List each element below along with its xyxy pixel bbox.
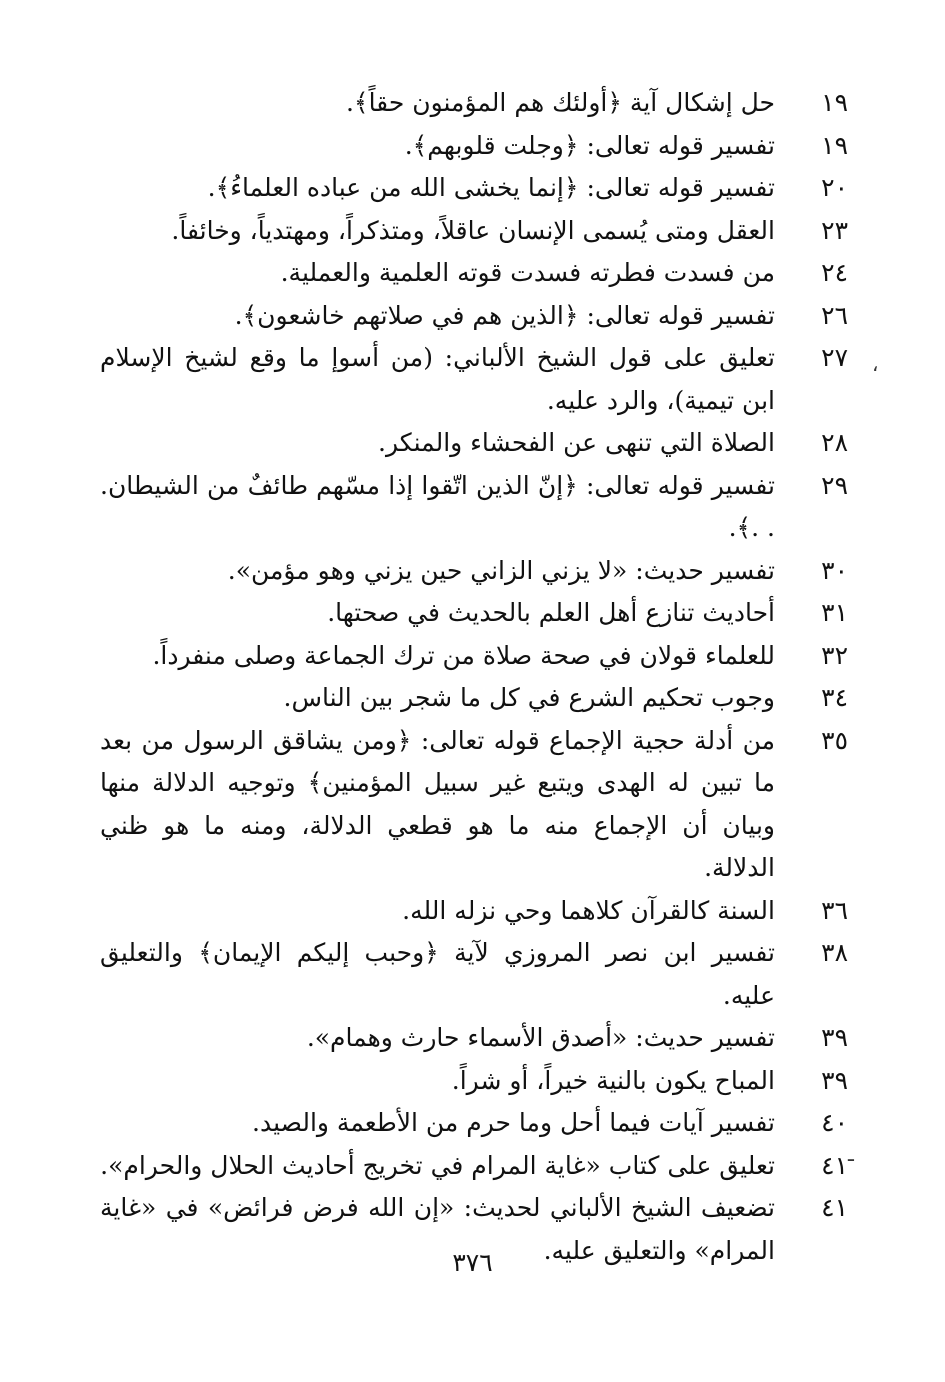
contents-entry [100, 635, 860, 678]
entry-page-number: ٣٩ [821, 1023, 848, 1052]
contents-entry [100, 1060, 860, 1103]
entry-page-number: ٢٩ [821, 470, 848, 500]
page-number: ٣٧٦ [452, 1248, 493, 1277]
contents-entry [100, 550, 860, 593]
entry-page-number: ٣٠ [821, 555, 848, 585]
contents-list [100, 82, 860, 1272]
contents-entry [100, 82, 860, 125]
margin-mark: ـ [848, 1142, 854, 1166]
entry-text: تفسير آيات فيما أحل وما حرم من الأطعمة والصيد. [252, 1108, 775, 1137]
contents-entry [100, 337, 860, 422]
contents-entry [100, 295, 860, 338]
entry-page-number: ٤٠ [821, 1108, 848, 1137]
entry-page-number: ١٩ [821, 130, 848, 160]
entry-page-number: ٢٠ [821, 173, 848, 202]
entry-text: تعليق على قول الشيخ الألباني: (من أسوإ ما وقع لشيخ الإسلام ابن تيمية)، والرد عليه. [100, 343, 775, 415]
contents-entry [100, 1145, 860, 1188]
entry-text: العقل ومتى يُسمى الإنسان عاقلاً، ومتذكراً، ومهتدياً، وخائفاً. [171, 215, 775, 245]
entry-text: للعلماء قولان في صحة صلاة من ترك الجماعة وصلى منفرداً. [152, 640, 775, 670]
entry-text: تفسير ابن نصر المروزي لآية ﴿وحبب إليكم الإيمان﴾ والتعليق عليه. [100, 938, 775, 1010]
contents-entry [100, 677, 860, 720]
entry-text: السنة كالقرآن كلاهما وحي نزله الله. [402, 895, 775, 925]
contents-entry [100, 1017, 860, 1060]
entry-text: تعليق على كتاب «غاية المرام في تخريج أحاديث الحلال والحرام». [100, 1150, 775, 1180]
entry-page-number: ٣٦ [821, 895, 848, 925]
entry-text: من أدلة حجية الإجماع قوله تعالى: ﴿ومن يشاقق الرسول من بعد ما تبين له الهدى ويتبع غير سبيل المؤمنين﴾ وتوجيه الدلالة منها وبيان أن الإجماع منه ما هو قطعي الدلالة، ومنه ما هو ظني الدلالة. [100, 725, 775, 882]
margin-mark: ، [872, 352, 879, 376]
contents-entry [100, 465, 860, 550]
entry-text: من فسدت فطرته فسدت قوته العلمية والعملية. [280, 258, 775, 287]
entry-page-number: ٣٢ [821, 640, 848, 670]
contents-entry [100, 422, 860, 465]
entry-text: المباح يكون بالنية خيراً، أو شراً. [451, 1065, 775, 1095]
contents-entry [100, 125, 860, 168]
entry-page-number: ٣٤ [821, 683, 848, 712]
contents-entry [100, 252, 860, 295]
entry-page-number: ٢٨ [821, 428, 848, 457]
contents-entry [100, 592, 860, 635]
entry-text: وجوب تحكيم الشرع في كل ما شجر بين الناس. [283, 683, 775, 712]
contents-entry [100, 932, 860, 1017]
entry-text: الصلاة التي تنهى عن الفحشاء والمنكر. [378, 428, 775, 457]
entry-page-number: ٣١ [821, 598, 848, 627]
contents-entry [100, 890, 860, 933]
entry-page-number: ٢٦ [821, 300, 848, 330]
entry-text: حل إشكال آية ﴿أولئك هم المؤمنون حقاً﴾. [345, 88, 775, 117]
entry-text: تفسير قوله تعالى: ﴿إنما يخشى الله من عباده العلماءُ﴾. [207, 173, 775, 202]
entry-page-number: ٤١ [821, 1150, 848, 1180]
entry-page-number: ٣٥ [821, 725, 848, 755]
entry-page-number: ١٩ [821, 88, 848, 117]
contents-entry [100, 1102, 860, 1145]
entry-page-number: ٢٤ [821, 258, 848, 287]
entry-page-number: ٢٧ [821, 343, 848, 372]
entry-page-number: ٤١ [821, 1193, 848, 1222]
entry-text: تفسير حديث: «لا يزني الزاني حين يزني وهو مؤمن». [227, 555, 775, 585]
entry-text: تفسير قوله تعالى: ﴿إنّ الذين اتّقوا إذا مسّهم طائفٌ من الشيطان. . .﴾. [100, 470, 775, 542]
entry-text: تضعيف الشيخ الألباني لحديث: «إن الله فرض فرائض» في «غاية المرام» والتعليق عليه. [100, 1193, 775, 1265]
contents-entry [100, 720, 860, 890]
entry-text: تفسير قوله تعالى: ﴿الذين هم في صلاتهم خاشعون﴾. [234, 300, 775, 330]
entry-text: تفسير قوله تعالى: ﴿وجلت قلوبهم﴾. [404, 130, 775, 160]
entry-page-number: ٢٣ [821, 215, 848, 245]
entry-page-number: ٣٨ [821, 938, 848, 967]
contents-entry [100, 167, 860, 210]
entry-text: أحاديث تنازع أهل العلم بالحديث في صحتها. [327, 598, 775, 627]
entry-text: تفسير حديث: «أصدق الأسماء حارث وهمام». [306, 1023, 775, 1052]
contents-entry [100, 210, 860, 253]
entry-page-number: ٣٩ [821, 1065, 848, 1095]
